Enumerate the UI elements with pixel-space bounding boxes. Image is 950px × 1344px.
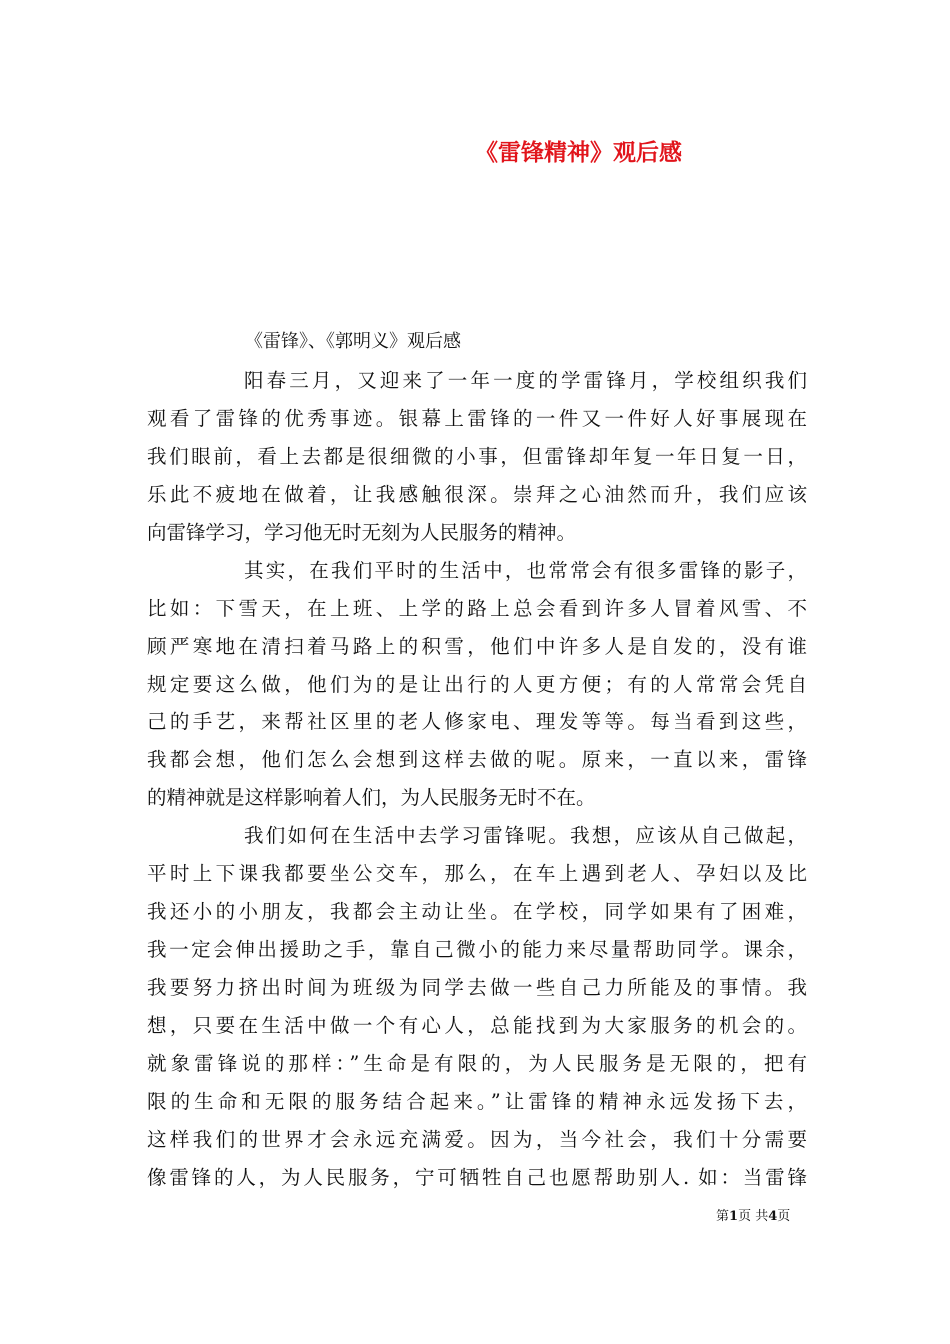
body-line: 平时上下课我都要坐公交车，那么，在车上遇到老人、孕妇以及比 [147,862,807,886]
document-body [147,362,807,1197]
footer-page-number: 1 [729,1209,739,1224]
body-line: 我都会想，他们怎么会想到这样去做的呢。原来，一直以来，雷锋 [147,748,807,772]
document-subtitle: 《雷锋》、《郭明义》观后感 [245,331,461,352]
document-title: 《雷锋精神》观后感 [475,139,682,166]
body-line: 观看了雷锋的优秀事迹。银幕上雷锋的一件又一件好人好事展现在 [147,406,807,430]
body-line: 就象雷锋说的那样：”生命是有限的，为人民服务是无限的，把有 [147,1051,807,1075]
body-line: 我一定会伸出援助之手，靠自己微小的能力来尽量帮助同学。课余， [147,938,807,962]
footer-suffix: 页 [777,1209,791,1224]
body-line: 其实，在我们平时的生活中，也常常会有很多雷锋的影子， [244,558,807,582]
body-line: 我要努力挤出时间为班级为同学去做一些自己力所能及的事情。我 [147,976,807,999]
body-line: 这样我们的世界才会永远充满爱。因为，当今社会，我们十分需要 [147,1127,807,1151]
body-line: 阳春三月，又迎来了一年一度的学雷锋月，学校组织我们 [244,369,807,392]
body-line: 顾严寒地在清扫着马路上的积雪，他们中许多人是自发的，没有谁 [147,634,807,658]
body-line: 限的生命和无限的服务结合起来。”让雷锋的精神永远发扬下去， [147,1089,807,1113]
body-line: 像雷锋的人，为人民服务，宁可牺牲自己也愿帮助别人. 如：当雷锋 [147,1165,807,1189]
body-line: 我们眼前，看上去都是很细微的小事，但雷锋却年复一年日复一日， [147,444,807,468]
body-line: 想，只要在生活中做一个有心人，总能找到为大家服务的机会的。 [147,1013,807,1037]
page-footer [716,1205,790,1224]
body-line: 己的手艺，来帮社区里的老人修家电、理发等等。每当看到这些， [147,710,807,734]
footer-middle: 页 共 [738,1209,769,1224]
footer-prefix: 第 [716,1209,730,1224]
body-line: 比如：下雪天，在上班、上学的路上总会看到许多人冒着风雪、不 [147,596,807,620]
footer-total-pages: 4 [768,1209,778,1224]
body-line: 乐此不疲地在做着，让我感触很深。崇拜之心油然而升，我们应该 [147,482,807,506]
body-line: 的精神就是这样影响着人们，为人民服务无时不在。 [147,786,596,810]
body-line: 我们如何在生活中去学习雷锋呢。我想，应该从自己做起， [244,824,807,848]
body-line: 向雷锋学习，学习他无时无刻为人民服务的精神。 [147,520,577,544]
body-line: 我还小的小朋友，我都会主动让坐。在学校，同学如果有了困难， [147,900,807,924]
body-line: 规定要这么做，他们为的是让出行的人更方便；有的人常常会凭自 [147,672,807,696]
